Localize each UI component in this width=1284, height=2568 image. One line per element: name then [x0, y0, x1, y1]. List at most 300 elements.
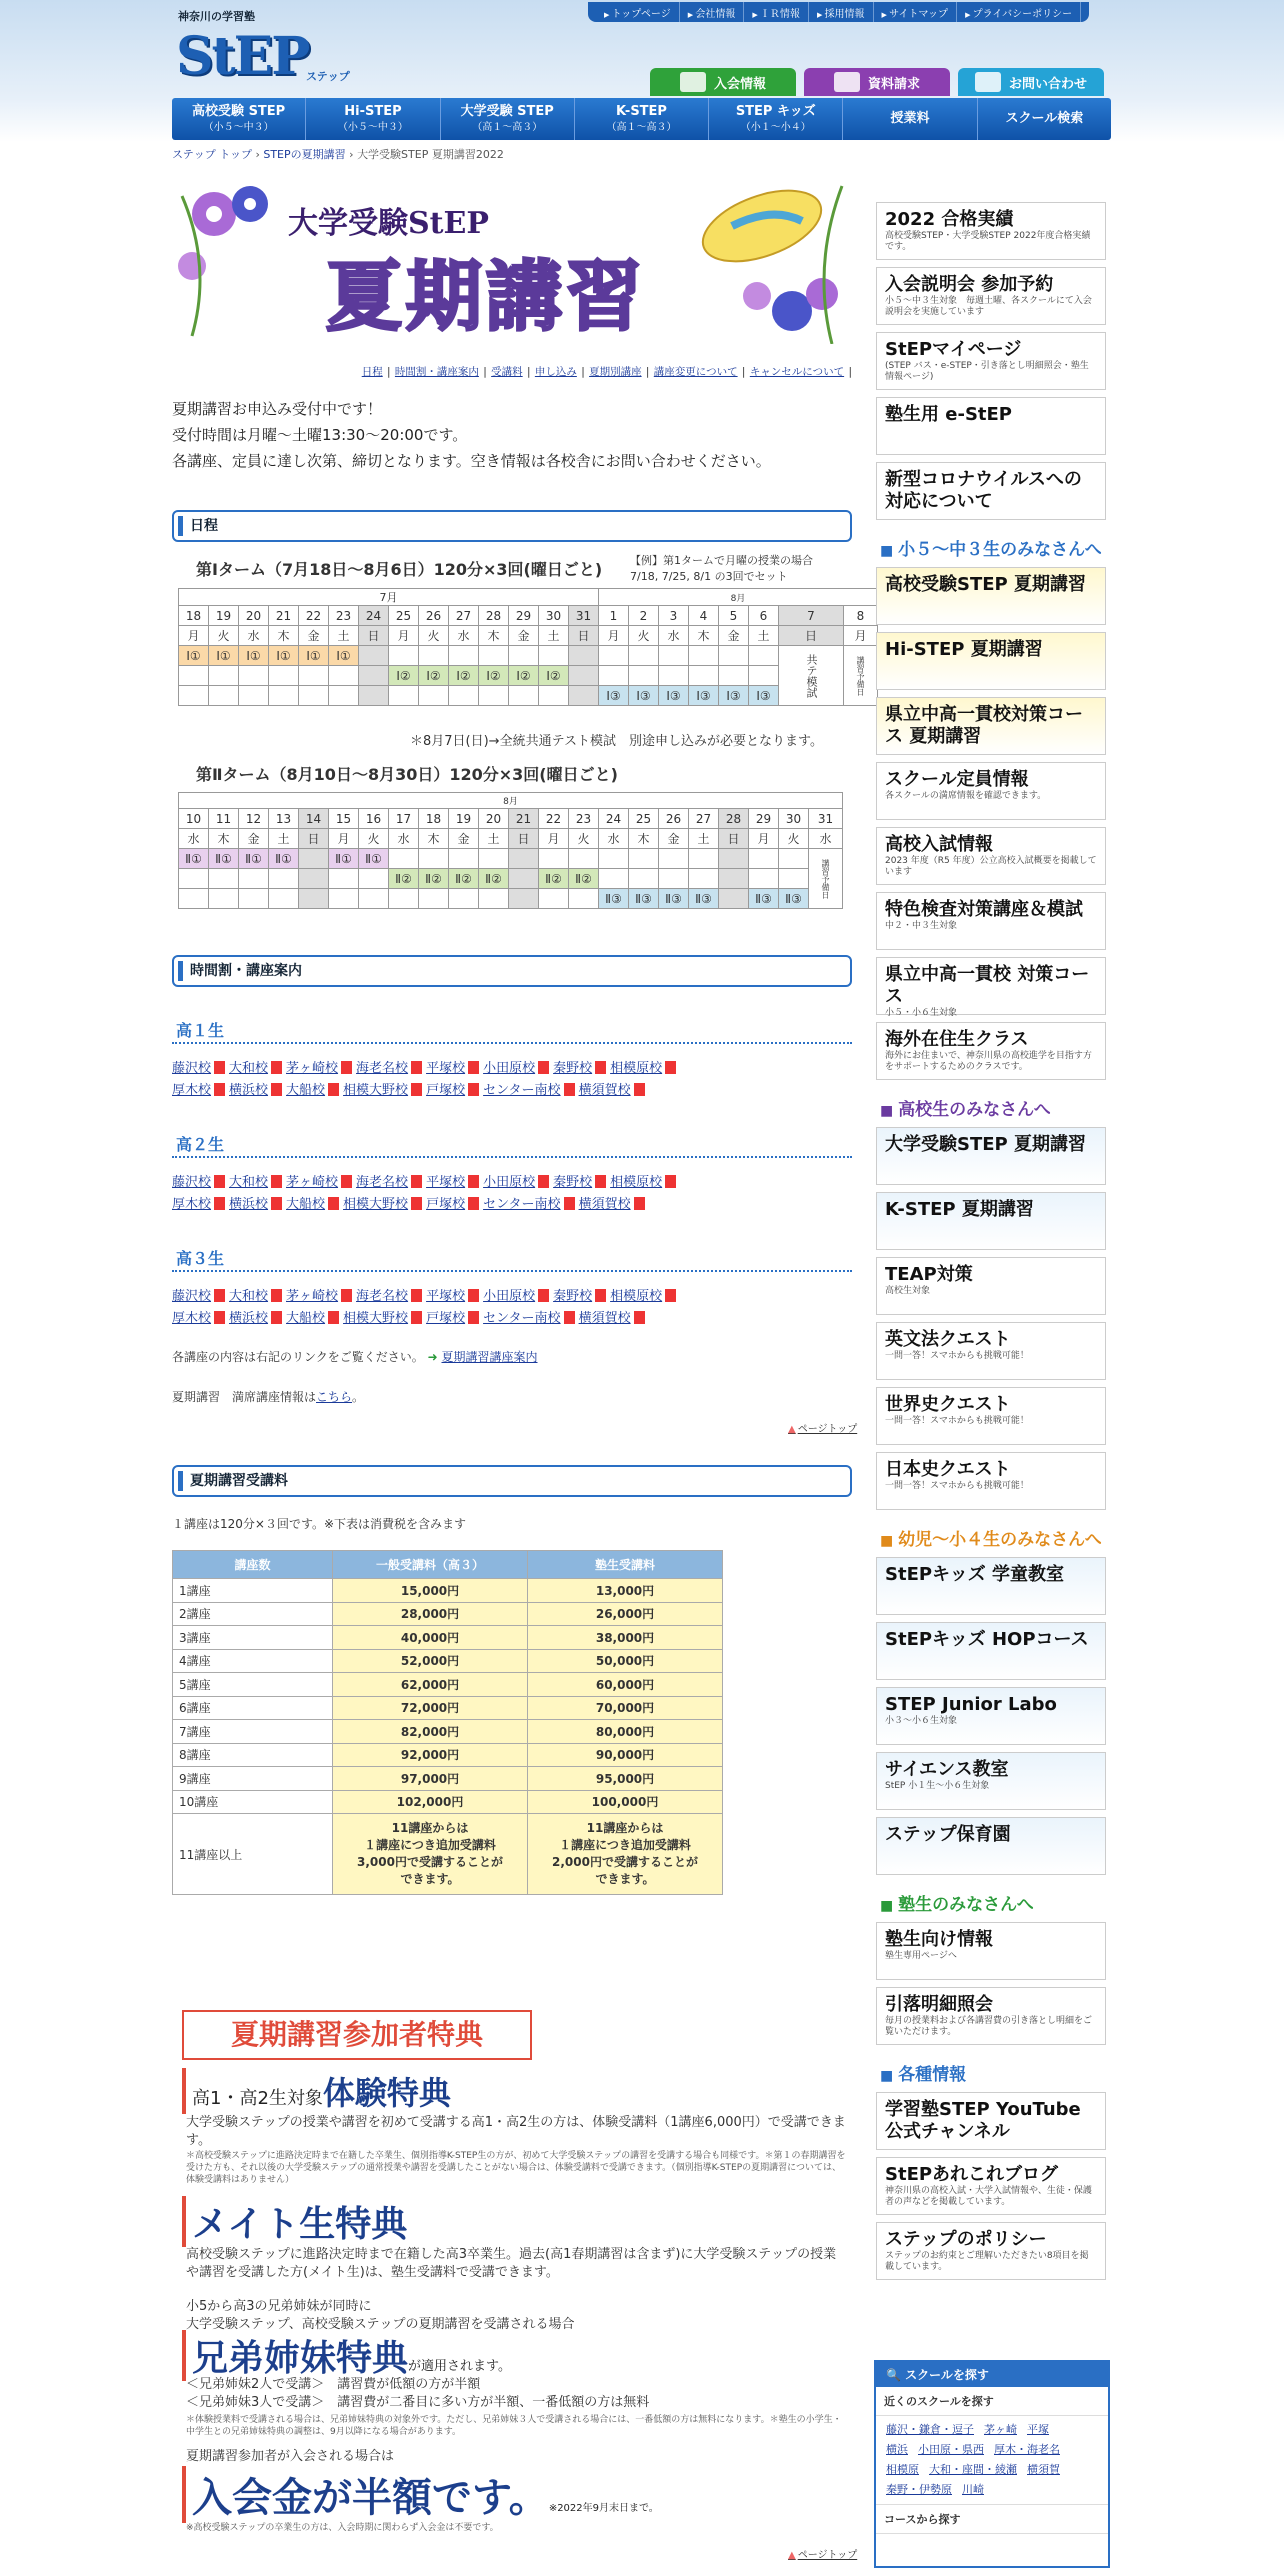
mate-benefit-text: 高校受験ステップに進路決定時まで在籍した高3卒業生。過去(高1春期講習は含まず)に大学受験ステップの授業や講習を受講した方(メイト生)は、塾生受講料で受講できます。: [186, 2247, 837, 2280]
calendar-day: 21: [269, 606, 299, 626]
term1-example: 【例】第1タームで月曜の授業の場合 7/18, 7/25, 8/1 の3回でセット: [630, 554, 813, 583]
sidebar-section-heading: ■ 高校生のみなさんへ: [880, 1095, 1051, 1120]
calendar-weekday: 火: [359, 829, 389, 849]
sibling-condition: 小5から高3の兄弟姉妹が同時に 大学受験ステップ、高校受験ステップの夏期講習を受講される場合: [186, 2299, 575, 2332]
session-cell: [719, 889, 749, 909]
join-info-button[interactable]: [650, 68, 796, 96]
area-link[interactable]: 秦野・伊勢原: [886, 2483, 952, 2496]
sidebar-banner[interactable]: [876, 1192, 1106, 1250]
banner-title: ステップ保育園: [885, 1824, 1011, 1845]
anchor-special[interactable]: 夏期別講座: [589, 366, 642, 378]
calendar-weekday: 月: [749, 829, 779, 849]
session-cell: [479, 646, 509, 666]
school-pdf-link[interactable]: 横浜校: [229, 1080, 282, 1102]
banner-subtitle: 高校生対象: [885, 1286, 931, 1296]
session-cell: [539, 889, 569, 909]
sidebar-banner[interactable]: [876, 2222, 1106, 2280]
fee-value: 82,000円: [333, 1720, 528, 1744]
anchor-timetable[interactable]: 時間割・講座案内: [394, 366, 479, 378]
session-cell: Ⅱ②: [389, 869, 419, 889]
session-cell: Ⅰ②: [479, 666, 509, 686]
session-cell: Ⅱ①: [179, 849, 209, 869]
session-cell: [299, 889, 329, 909]
divider: [172, 1042, 852, 1044]
session-cell: [239, 666, 269, 686]
util-sitemap[interactable]: ▶ サイトマップ: [874, 2, 958, 22]
banner-subtitle: 高校受験STEP・大学受験STEP 2022年度合格実績です。: [885, 231, 1091, 252]
sidebar-banner[interactable]: [876, 1322, 1106, 1380]
sidebar-banner[interactable]: [876, 567, 1106, 625]
pagetop-link[interactable]: ▲ ページトップ: [788, 2546, 857, 2561]
session-cell: [329, 686, 359, 706]
school-pdf-links: [172, 1286, 680, 1330]
sidebar-banner[interactable]: [876, 1557, 1106, 1615]
school-pdf-link[interactable]: 戸塚校: [426, 1194, 479, 1216]
fee-table: [172, 1550, 723, 1895]
cta-label: 入会情報: [713, 76, 766, 92]
cta-label: 資料請求: [867, 76, 920, 92]
calendar-day: 31: [569, 606, 599, 626]
session-cell: [629, 869, 659, 889]
calendar-weekday: 土: [269, 829, 299, 849]
page-anchor-links: 日程 | 時間割・講座案内 | 受講料 | 申し込み | 夏期別講座 | 講座変更について | キャンセルについて |: [361, 366, 852, 378]
school-pdf-link[interactable]: 大船校: [286, 1080, 339, 1102]
banner-title: 引落明細照会: [885, 1994, 993, 2015]
session-cell: [719, 666, 749, 686]
crumb-current: 大学受験STEP 夏期講習2022: [357, 148, 504, 161]
course-info-note: 各講座の内容は右記のリンクをご覧ください。 ➜ 夏期講習講座案内: [172, 1350, 538, 1364]
nav-school-search[interactable]: スクール検索: [1005, 111, 1084, 126]
session-cell: [689, 849, 719, 869]
global-nav: [172, 98, 1111, 140]
session-cell: [779, 849, 809, 869]
session-cell: Ⅱ③: [659, 889, 689, 909]
request-material-button[interactable]: [804, 68, 950, 96]
sidebar-banner[interactable]: [876, 1452, 1106, 1510]
sidebar-banner[interactable]: [876, 957, 1106, 1018]
sidebar-banner[interactable]: [876, 1622, 1106, 1680]
grade-heading: 高２生: [176, 1135, 225, 1154]
school-pdf-link[interactable]: 海老名校: [356, 1286, 422, 1308]
area-link[interactable]: 川崎: [962, 2483, 984, 2496]
session-cell: [719, 869, 749, 889]
school-pdf-link[interactable]: 秦野校: [553, 1286, 606, 1308]
calendar-day: 29: [509, 606, 539, 626]
session-cell: [779, 869, 809, 889]
banner-subtitle: 塾生専用ページへ: [885, 1951, 957, 1961]
school-pdf-link[interactable]: 茅ヶ崎校: [286, 1286, 352, 1308]
school-pdf-link[interactable]: 横須賀校: [579, 1080, 645, 1102]
session-cell: Ⅱ①: [329, 849, 359, 869]
course-count: 8講座: [173, 1743, 333, 1767]
term2-calendar: [178, 792, 843, 909]
calendar-weekday: 水: [809, 829, 843, 849]
cta-buttons: [650, 68, 1104, 96]
session-cell: Ⅰ①: [269, 646, 299, 666]
session-cell: [539, 646, 569, 666]
calendar-day: 6: [749, 606, 779, 626]
session-cell: [689, 666, 719, 686]
session-cell: [269, 666, 299, 686]
crumb-summer[interactable]: STEPの夏期講習: [263, 148, 346, 161]
sidebar-banner[interactable]: [876, 1387, 1106, 1445]
school-pdf-link[interactable]: 戸塚校: [426, 1308, 479, 1330]
nav-hi-step[interactable]: Hi-STEP （小５～中３）: [306, 98, 440, 140]
session-cell: Ⅱ①: [269, 849, 299, 869]
util-recruit[interactable]: ▶ 採用情報: [809, 2, 874, 22]
school-pdf-link[interactable]: 大和校: [229, 1172, 282, 1194]
banner-title: 日本史クエスト: [885, 1459, 1011, 1480]
school-pdf-link[interactable]: 小田原校: [483, 1286, 549, 1308]
session-cell: [209, 666, 239, 686]
banner-subtitle: (STEP バス・e-STEP・引き落とし明細照会・塾生情報ページ): [885, 361, 1089, 382]
calendar-weekday: 月: [599, 626, 629, 646]
sidebar-banner[interactable]: [876, 1687, 1106, 1745]
banner-subtitle: 小３～小６生対象: [885, 1716, 958, 1726]
logo-kana: ステップ: [306, 70, 350, 83]
util-privacy[interactable]: ▶ プライバシーポリシー: [957, 2, 1081, 22]
session-cell: [569, 666, 599, 686]
calendar-day: 25: [629, 809, 659, 829]
calendar-day: 7: [779, 606, 844, 626]
school-pdf-link[interactable]: 相模大野校: [343, 1308, 422, 1330]
school-pdf-link[interactable]: 相模原校: [610, 1058, 676, 1080]
school-pdf-link[interactable]: 横浜校: [229, 1308, 282, 1330]
fees-heading: 夏期講習受講料: [172, 1465, 852, 1497]
crumb-top[interactable]: ステップ トップ: [172, 148, 252, 161]
session-cell: Ⅱ②: [419, 869, 449, 889]
calendar-day: 16: [359, 809, 389, 829]
session-cell: Ⅰ③: [599, 686, 629, 706]
session-cell: Ⅱ①: [239, 849, 269, 869]
course-info-link[interactable]: 夏期講習講座案内: [441, 1350, 538, 1364]
calendar-weekday: 金: [719, 626, 749, 646]
sidebar-banner[interactable]: [876, 462, 1106, 520]
col-header: 一般受講料（高３）: [333, 1551, 528, 1579]
sidebar-banner[interactable]: [876, 1022, 1106, 1080]
calendar-weekday: 土: [539, 626, 569, 646]
fee-value: 72,000円: [333, 1696, 528, 1720]
school-pdf-link[interactable]: 相模大野校: [343, 1080, 422, 1102]
fee-value: 60,000円: [528, 1673, 723, 1697]
fee-value: 95,000円: [528, 1767, 723, 1791]
school-pdf-link[interactable]: 藤沢校: [172, 1172, 225, 1194]
anchor-fees[interactable]: 受講料: [491, 366, 523, 378]
session-cell: [389, 646, 419, 666]
school-pdf-link[interactable]: 相模原校: [610, 1172, 676, 1194]
school-pdf-link[interactable]: 平塚校: [426, 1172, 479, 1194]
school-pdf-link[interactable]: 藤沢校: [172, 1286, 225, 1308]
calendar-weekday: 日: [569, 626, 599, 646]
nav-high-school[interactable]: 高校受験 STEP （小５～中３）: [172, 98, 306, 140]
sidebar-banner[interactable]: [876, 1752, 1106, 1810]
session-cell: [359, 666, 389, 686]
school-pdf-link[interactable]: 横須賀校: [579, 1194, 645, 1216]
anchor-change[interactable]: 講座変更について: [653, 366, 738, 378]
area-link[interactable]: 横浜: [886, 2443, 908, 2456]
fee-value: 11講座からは １講座につき追加受講料 3,000円で受講することが できます。: [333, 1814, 528, 1895]
area-link[interactable]: 平塚: [1027, 2423, 1049, 2436]
school-pdf-link[interactable]: 横浜校: [229, 1194, 282, 1216]
session-cell: [269, 869, 299, 889]
area-link[interactable]: 相模原: [886, 2463, 919, 2476]
session-cell: [599, 646, 629, 666]
anchor-apply[interactable]: 申し込み: [534, 366, 577, 378]
session-cell: [599, 666, 629, 686]
school-pdf-link[interactable]: 海老名校: [356, 1172, 422, 1194]
sidebar-banner[interactable]: [876, 892, 1106, 950]
area-link[interactable]: 茅ヶ崎: [984, 2423, 1017, 2436]
sidebar-banner[interactable]: [876, 332, 1106, 390]
session-cell: [239, 889, 269, 909]
banner-title: スクール定員情報: [885, 769, 1029, 790]
school-pdf-link[interactable]: 平塚校: [426, 1058, 479, 1080]
course-count: 10講座: [173, 1790, 333, 1814]
calendar-day: 3: [659, 606, 689, 626]
sidebar-banner[interactable]: [876, 267, 1106, 325]
session-cell: Ⅱ③: [689, 889, 719, 909]
calendar-day: 18: [419, 809, 449, 829]
fee-value: 26,000円: [528, 1602, 723, 1626]
calendar-day: 24: [359, 606, 389, 626]
banner-title: StEPキッズ 学童教室: [885, 1564, 1064, 1585]
banner-subtitle: 小５～中３生対象 毎週土曜、各スクールにて入会説明会を実施しています: [885, 296, 1092, 317]
contact-button[interactable]: [958, 68, 1104, 96]
sidebar-section-heading: ■ 小５～中３生のみなさんへ: [880, 535, 1102, 560]
sidebar-banner[interactable]: [876, 1127, 1106, 1185]
session-cell: [449, 889, 479, 909]
calendar-weekday: 木: [479, 626, 509, 646]
calendar-day: 19: [449, 809, 479, 829]
session-cell: Ⅰ①: [239, 646, 269, 666]
nav-university[interactable]: 大学受験 STEP （高１～高３）: [441, 98, 575, 140]
school-pdf-link[interactable]: センター南校: [483, 1308, 574, 1330]
fees-note: １講座は120分×３回です。※下表は消費税を含みます: [172, 1517, 467, 1531]
school-pdf-link[interactable]: 大船校: [286, 1308, 339, 1330]
calendar-day: 27: [689, 809, 719, 829]
calendar-day: 29: [749, 809, 779, 829]
calendar-weekday: 土: [689, 829, 719, 849]
banner-title: 県立中高一貫校 対策コース: [885, 964, 1090, 1007]
sidebar-banner[interactable]: [876, 762, 1106, 820]
session-cell: [569, 849, 599, 869]
course-count: 2講座: [173, 1602, 333, 1626]
calendar-day: 15: [329, 809, 359, 829]
school-pdf-link[interactable]: 横須賀校: [579, 1308, 645, 1330]
session-cell: [329, 889, 359, 909]
nav-tuition[interactable]: 授業料: [843, 98, 977, 140]
util-company[interactable]: ▶ 会社情報: [680, 2, 745, 22]
banner-subtitle: 一問一答！スマホからも挑戦可能！: [885, 1481, 1029, 1491]
calendar-weekday: 金: [239, 829, 269, 849]
sidebar-banner[interactable]: [876, 1817, 1106, 1875]
sidebar-banner[interactable]: [876, 1257, 1106, 1315]
calendar-day: 23: [329, 606, 359, 626]
term2-title: 第Ⅱターム（8月10日～8月30日）120分×3回(曜日ごと): [196, 765, 618, 784]
school-pdf-link[interactable]: 茅ヶ崎校: [286, 1058, 352, 1080]
area-link[interactable]: 大和・座間・綾瀬: [929, 2463, 1017, 2476]
session-cell: 講習予備日: [809, 849, 843, 909]
session-cell: [449, 686, 479, 706]
course-search-subtitle: コースから探す: [876, 2504, 1108, 2534]
school-pdf-link[interactable]: 海老名校: [356, 1058, 422, 1080]
util-top[interactable]: ▶ トップページ: [596, 2, 680, 22]
sidebar-banner[interactable]: [876, 397, 1106, 455]
term1-note: ＊8月7日(日)→全統共通テスト模試 別途申し込みが必要となります。: [410, 734, 824, 749]
school-pdf-link[interactable]: 大船校: [286, 1194, 339, 1216]
session-cell: [209, 889, 239, 909]
banner-subtitle: 一問一答！スマホからも挑戦可能！: [885, 1416, 1029, 1426]
banner-title: StEPキッズ HOPコース: [885, 1629, 1089, 1650]
sidebar-banner[interactable]: [876, 632, 1106, 690]
session-cell: 共テ模試: [779, 646, 844, 706]
school-pdf-link[interactable]: 秦野校: [553, 1172, 606, 1194]
calendar-day: 14: [299, 809, 329, 829]
school-pdf-link[interactable]: 茅ヶ崎校: [286, 1172, 352, 1194]
area-link[interactable]: 藤沢・鎌倉・逗子: [886, 2423, 974, 2436]
anchor-schedule[interactable]: 日程: [361, 366, 383, 378]
session-cell: [509, 686, 539, 706]
banner-subtitle: 2023 年度（R5 年度）公立高校入試概要を掲載しています: [885, 856, 1097, 877]
session-cell: [629, 849, 659, 869]
full-course-link[interactable]: こちら: [316, 1390, 353, 1404]
area-link[interactable]: 厚木・海老名: [994, 2443, 1060, 2456]
sidebar-banner[interactable]: [876, 202, 1106, 260]
fee-value: 40,000円: [333, 1626, 528, 1650]
sidebar-banner[interactable]: [876, 1922, 1106, 1980]
session-cell: [479, 849, 509, 869]
step-logo[interactable]: StEP: [176, 26, 309, 87]
school-pdf-link[interactable]: センター南校: [483, 1194, 574, 1216]
school-pdf-link[interactable]: 相模大野校: [343, 1194, 422, 1216]
banner-subtitle: StEP 小１生～小６生対象: [885, 1781, 990, 1791]
sidebar-banner[interactable]: [876, 2092, 1106, 2150]
full-course-note: 夏期講習 満席講座情報はこちら。: [172, 1390, 365, 1404]
fee-value: 15,000円: [333, 1579, 528, 1603]
calendar-day: 26: [419, 606, 449, 626]
school-pdf-links: [172, 1058, 680, 1102]
anchor-cancel[interactable]: キャンセルについて: [749, 366, 845, 378]
session-cell: [509, 869, 539, 889]
school-pdf-link[interactable]: 小田原校: [483, 1058, 549, 1080]
school-pdf-link[interactable]: 厚木校: [172, 1080, 225, 1102]
session-cell: Ⅱ②: [539, 869, 569, 889]
calendar-weekday: 水: [659, 626, 689, 646]
session-cell: [449, 646, 479, 666]
calendar-weekday: 水: [239, 626, 269, 646]
session-cell: [179, 869, 209, 889]
divider: [172, 1156, 852, 1158]
session-cell: [599, 869, 629, 889]
session-cell: [629, 646, 659, 666]
sibling-benefit-heading: 兄弟姉妹特典が適用されます。: [182, 2330, 511, 2381]
pagetop-link[interactable]: ▲ ページトップ: [788, 1420, 857, 1435]
school-pdf-link[interactable]: 平塚校: [426, 1286, 479, 1308]
session-cell: [659, 869, 689, 889]
calendar-day: 24: [599, 809, 629, 829]
calendar-weekday: 月: [179, 626, 209, 646]
session-cell: [509, 646, 539, 666]
nav-k-step[interactable]: K-STEP （高１～高３）: [575, 98, 709, 140]
banner-title: 世界史クエスト: [885, 1394, 1011, 1415]
calendar-weekday: 火: [419, 626, 449, 646]
session-cell: Ⅰ①: [299, 646, 329, 666]
sidebar-banner[interactable]: [876, 1987, 1106, 2045]
session-cell: [389, 849, 419, 869]
school-pdf-link[interactable]: 厚木校: [172, 1308, 225, 1330]
session-cell: [719, 646, 749, 666]
calendar-day: 17: [389, 809, 419, 829]
school-pdf-link[interactable]: センター南校: [483, 1080, 574, 1102]
banner-title: StEPマイページ: [885, 339, 1022, 360]
session-cell: [539, 849, 569, 869]
school-pdf-link[interactable]: 大和校: [229, 1058, 282, 1080]
calendar-weekday: 水: [179, 829, 209, 849]
school-pdf-link[interactable]: 大和校: [229, 1286, 282, 1308]
session-cell: [569, 686, 599, 706]
trial-benefit-text: 大学受験ステップの授業や講習を初めて受講する高1・高2生の方は、体験受講料（1講座6,000円）で受講できます。: [186, 2115, 846, 2148]
banner-title: 海外在住生クラス: [885, 1029, 1029, 1050]
session-cell: Ⅱ②: [479, 869, 509, 889]
course-count: 11講座以上: [173, 1814, 333, 1895]
session-cell: [509, 849, 539, 869]
sidebar-banner[interactable]: [876, 2157, 1106, 2215]
session-cell: [299, 686, 329, 706]
course-count: 4講座: [173, 1649, 333, 1673]
calendar-day: 13: [269, 809, 299, 829]
session-cell: [209, 686, 239, 706]
sibling-benefit-small: ＊体験授業料で受講される場合は、兄弟姉妹特典の対象外です。ただし、兄弟姉妹３人で受講される場合には、一番低額の方は無料になります。＊塾生の小学生・中学生との兄弟姉妹特典の調整は、9月以降になる場合があります。: [186, 2415, 842, 2437]
session-cell: [479, 686, 509, 706]
envelope-icon: [834, 72, 860, 92]
area-link[interactable]: 横須賀: [1027, 2463, 1060, 2476]
banner-subtitle: 大学受験StEP: [288, 206, 489, 241]
session-cell: [689, 869, 719, 889]
calendar-day: 22: [299, 606, 329, 626]
session-cell: [719, 849, 749, 869]
area-link[interactable]: 小田原・県西: [918, 2443, 984, 2456]
school-pdf-link[interactable]: 相模原校: [610, 1286, 676, 1308]
banner-subtitle: 一問一答！スマホからも挑戦可能！: [885, 1351, 1029, 1361]
banner-title: Hi-STEP 夏期講習: [885, 639, 1043, 660]
sidebar-banner[interactable]: [876, 827, 1106, 885]
nav-kids[interactable]: STEP キッズ （小１～小４）: [709, 98, 843, 140]
util-ir[interactable]: ▶ ＩＲ情報: [744, 2, 809, 22]
sidebar-banner[interactable]: [876, 697, 1106, 755]
banner-subtitle: 海外にお住まいで、神奈川県の高校進学を目指す方をサポートするためのクラスです。: [885, 1051, 1092, 1072]
sibling-benefit-text: ＜兄弟姉妹2人で受講＞ 講習費が低額の方が半額 ＜兄弟姉妹3人で受講＞ 講習費が二番目に多い方が半額、一番低額の方は無料: [186, 2377, 650, 2410]
calendar-weekday: 土: [329, 626, 359, 646]
session-cell: [419, 889, 449, 909]
mail-icon: [975, 72, 1001, 92]
school-pdf-link[interactable]: 小田原校: [483, 1172, 549, 1194]
session-cell: Ⅰ③: [689, 686, 719, 706]
school-area-links: [876, 2416, 1108, 2504]
session-cell: Ⅰ②: [449, 666, 479, 686]
session-cell: [359, 869, 389, 889]
school-pdf-link[interactable]: 厚木校: [172, 1194, 225, 1216]
session-cell: [629, 666, 659, 686]
school-pdf-link[interactable]: 秦野校: [553, 1058, 606, 1080]
banner-title: 塾生用 e-StEP: [885, 404, 1013, 425]
session-cell: Ⅱ③: [629, 889, 659, 909]
calendar-day: 8: [844, 606, 878, 626]
banner-title: 英文法クエスト: [885, 1329, 1011, 1350]
school-pdf-link[interactable]: 戸塚校: [426, 1080, 479, 1102]
calendar-day: 22: [539, 809, 569, 829]
school-pdf-link[interactable]: 藤沢校: [172, 1058, 225, 1080]
fee-value: 90,000円: [528, 1743, 723, 1767]
